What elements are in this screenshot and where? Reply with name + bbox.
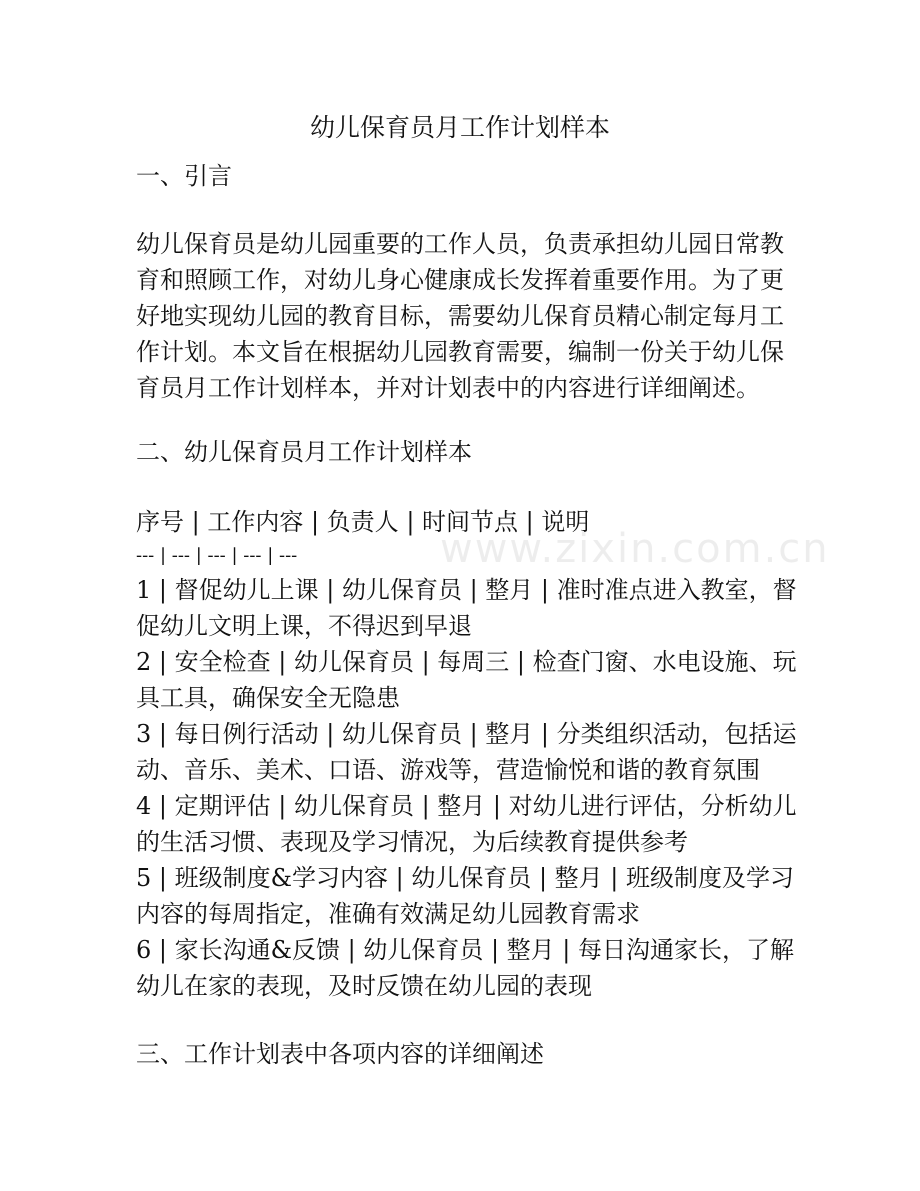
intro-paragraph — [136, 226, 786, 406]
table-row-line: 4 | 定期评估 | 幼儿保育员 | 整月 | 对幼儿进行评估，分析幼儿 — [136, 792, 797, 820]
table-row-line: 6 | 家长沟通&反馈 | 幼儿保育员 | 整月 | 每日沟通家长，了解 — [136, 936, 795, 964]
table-row-line: 3 | 每日例行活动 | 幼儿保育员 | 整月 | 分类组织活动，包括运 — [136, 720, 797, 748]
table-row — [136, 572, 797, 644]
section-heading-intro — [136, 158, 786, 194]
section-heading-plan — [136, 434, 786, 470]
section-heading-text: 二、幼儿保育员月工作计划样本 — [136, 438, 472, 466]
table-row-line: 5 | 班级制度&学习内容 | 幼儿保育员 | 整月 | 班级制度及学习 — [136, 864, 795, 892]
table-row — [136, 788, 797, 860]
paragraph-line: 育员月工作计划样本，并对计划表中的内容进行详细阐述。 — [136, 374, 760, 402]
table-row — [136, 644, 797, 716]
paragraph-line: 好地实现幼儿园的教育目标，需要幼儿保育员精心制定每月工 — [136, 302, 784, 330]
paragraph-line: 育和照顾工作，对幼儿身心健康成长发挥着重要作用。为了更 — [136, 266, 784, 294]
table-row — [136, 716, 797, 788]
table-row-line: 2 | 安全检查 | 幼儿保育员 | 每周三 | 检查门窗、水电设施、玩 — [136, 648, 797, 676]
table-row — [136, 932, 795, 1004]
table-row-line: 动、音乐、美术、口语、游戏等，营造愉悦和谐的教育氛围 — [136, 756, 760, 784]
table-separator-row: --- | --- | --- | --- | --- — [136, 545, 298, 566]
table-row-line: 的生活习惯、表现及学习情况，为后续教育提供参考 — [136, 828, 688, 856]
section-heading-text: 三、工作计划表中各项内容的详细阐述 — [136, 1040, 544, 1068]
plan-table — [136, 504, 797, 1004]
table-row-line: 1 | 督促幼儿上课 | 幼儿保育员 | 整月 | 准时准点进入教室，督 — [136, 576, 797, 604]
table-row — [136, 860, 795, 932]
table-row-line: 促幼儿文明上课，不得迟到早退 — [136, 612, 472, 640]
table-row-line: 具工具，确保安全无隐患 — [136, 684, 400, 712]
section-heading-details — [136, 1036, 786, 1072]
table-row-line: 幼儿在家的表现，及时反馈在幼儿园的表现 — [136, 972, 592, 1000]
paragraph-line: 作计划。本文旨在根据幼儿园教育需要，编制一份关于幼儿保 — [136, 338, 784, 366]
section-heading-text: 一、引言 — [136, 162, 232, 190]
paragraph-line: 幼儿保育员是幼儿园重要的工作人员，负责承担幼儿园日常教 — [136, 230, 784, 258]
table-header-row: 序号 | 工作内容 | 负责人 | 时间节点 | 说明 — [136, 508, 590, 536]
document-title: 幼儿保育员月工作计划样本 — [309, 113, 610, 142]
table-row-line: 内容的每周指定，准确有效满足幼儿园教育需求 — [136, 900, 640, 928]
watermark-text: www.zixin.com.cn — [440, 526, 830, 572]
